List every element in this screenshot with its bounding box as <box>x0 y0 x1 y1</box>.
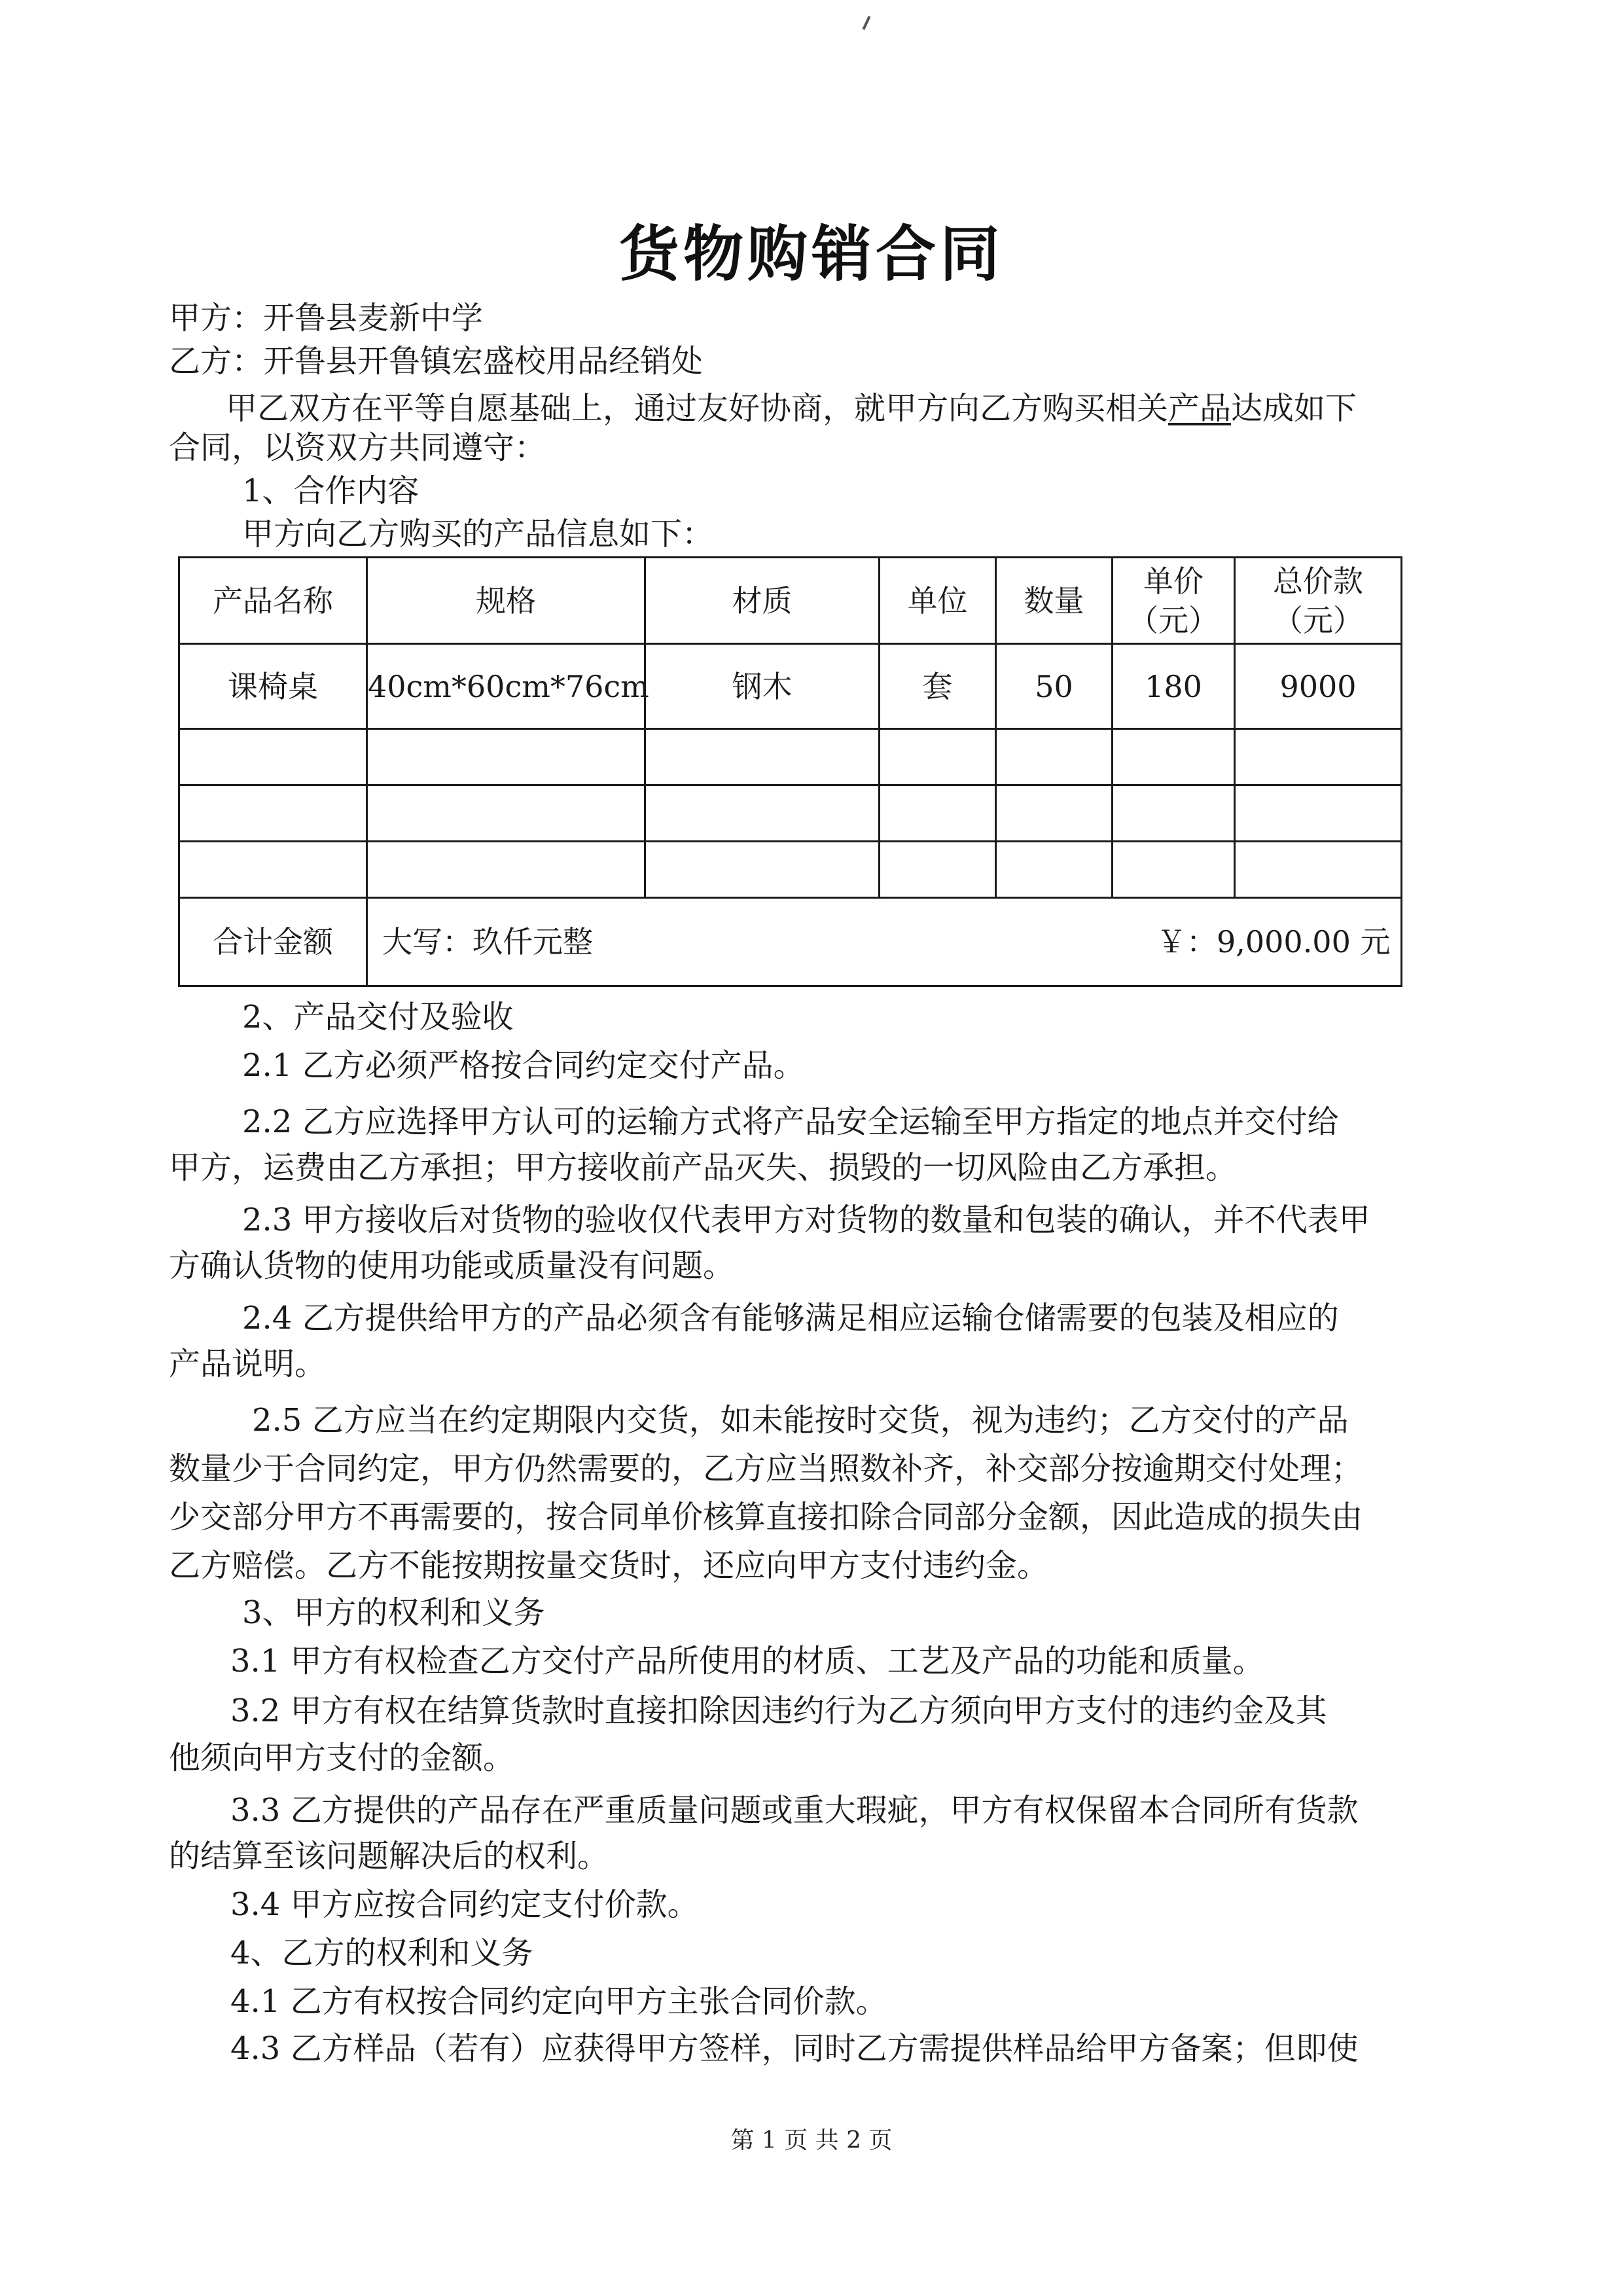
intro-text-underlined: 产品 <box>1168 390 1232 427</box>
clause-2-3-line-2: 方确认货物的使用功能或质量没有问题。 <box>169 1247 735 1284</box>
empty-cell <box>367 842 645 898</box>
clause-3-2-line-1: 3.2 甲方有权在结算货款时直接扣除因违约行为乙方须向甲方支付的违约金及其 <box>230 1693 1327 1729</box>
cell-unit: 套 <box>880 644 996 729</box>
empty-cell <box>996 729 1113 785</box>
empty-cell <box>179 785 367 842</box>
empty-cell <box>179 842 367 898</box>
section2-title: 2、产品交付及验收 <box>242 999 514 1035</box>
clause-4-1: 4.1 乙方有权按合同约定向甲方主张合同价款。 <box>230 1983 887 2020</box>
table-row-empty <box>179 729 1402 785</box>
document-title: 货物购销合同 <box>618 219 1004 289</box>
empty-cell <box>367 729 645 785</box>
clause-2-2-line-1: 2.2 乙方应选择甲方认可的运输方式将产品安全运输至甲方指定的地点并交付给 <box>242 1103 1339 1140</box>
empty-cell <box>1235 842 1402 898</box>
empty-cell <box>880 842 996 898</box>
total-amount-cell <box>367 898 1402 986</box>
header-unit-price-unit: （元） <box>1128 602 1219 638</box>
cell-quantity: 50 <box>996 644 1113 729</box>
cell-material: 钢木 <box>645 644 880 729</box>
header-unit-price-label: 单价 <box>1143 563 1204 599</box>
header-total-unit: （元） <box>1273 602 1363 638</box>
section4-title: 4、乙方的权利和义务 <box>230 1935 533 1971</box>
clause-2-2-line-2: 甲方，运费由乙方承担；甲方接收前产品灭失、损毁的一切风险由乙方承担。 <box>169 1149 1238 1186</box>
section3-title: 3、甲方的权利和义务 <box>242 1594 545 1631</box>
cell-product-name: 课椅桌 <box>179 644 367 729</box>
clause-2-1: 2.1 乙方必须严格按合同约定交付产品。 <box>242 1047 805 1084</box>
header-unit-price <box>1113 558 1235 644</box>
party-b: 乙方：开鲁县开鲁镇宏盛校用品经销处 <box>169 343 704 380</box>
clause-3-2-line-2: 他须向甲方支付的金额。 <box>169 1740 515 1776</box>
cell-spec: 40cm*60cm*76cm <box>367 644 645 729</box>
empty-cell <box>645 842 880 898</box>
clause-4-3-line-1: 4.3 乙方样品（若有）应获得甲方签样，同时乙方需提供样品给甲方备案；但即使 <box>230 2030 1359 2067</box>
empty-cell <box>645 785 880 842</box>
total-amount-upper: 大写：玖仟元整 <box>382 924 593 960</box>
empty-cell <box>996 842 1113 898</box>
page-number: 第 1 页 共 2 页 <box>730 2127 893 2154</box>
header-total-label: 总价款 <box>1273 563 1363 599</box>
table-total-row <box>179 898 1402 986</box>
header-product-name: 产品名称 <box>179 558 367 644</box>
clause-2-3-line-1: 2.3 甲方接收后对货物的验收仅代表甲方对货物的数量和包装的确认，并不代表甲 <box>242 1202 1370 1238</box>
cell-unit-price: 180 <box>1113 644 1235 729</box>
table-header-row <box>179 558 1402 644</box>
empty-cell <box>1113 729 1235 785</box>
total-amount-figure: ￥：9,000.00 元 <box>1156 924 1391 960</box>
intro-line-1 <box>226 389 1357 428</box>
header-spec: 规格 <box>367 558 645 644</box>
product-table <box>178 556 1402 987</box>
empty-cell <box>179 729 367 785</box>
intro-text-b: 达成如下 <box>1231 390 1357 427</box>
table-row <box>179 644 1402 729</box>
clause-2-5-line-3: 少交部分甲方不再需要的，按合同单价核算直接扣除合同部分金额，因此造成的损失由 <box>169 1499 1363 1535</box>
intro-text-a: 甲乙双方在平等自愿基础上，通过友好协商，就甲方向乙方购买相关 <box>226 390 1169 427</box>
table-row-empty <box>179 842 1402 898</box>
empty-cell <box>1113 785 1235 842</box>
cell-total: 9000 <box>1235 644 1402 729</box>
party-a: 甲方：开鲁县麦新中学 <box>169 300 484 336</box>
empty-cell <box>880 729 996 785</box>
empty-cell <box>1113 842 1235 898</box>
empty-cell <box>645 729 880 785</box>
clause-2-4-line-2: 产品说明。 <box>169 1346 327 1382</box>
clause-3-3-line-1: 3.3 乙方提供的产品存在严重质量问题或重大瑕疵，甲方有权保留本合同所有货款 <box>230 1792 1359 1829</box>
clause-3-4: 3.4 甲方应按合同约定支付价款。 <box>230 1886 699 1923</box>
clause-3-1: 3.1 甲方有权检查乙方交付产品所使用的材质、工艺及产品的功能和质量。 <box>230 1643 1264 1679</box>
table-row-empty <box>179 785 1402 842</box>
scan-speck <box>863 16 871 30</box>
empty-cell <box>880 785 996 842</box>
header-material: 材质 <box>645 558 880 644</box>
header-quantity: 数量 <box>996 558 1113 644</box>
clause-3-3-line-2: 的结算至该问题解决后的权利。 <box>169 1838 609 1874</box>
empty-cell <box>1235 729 1402 785</box>
clause-2-5-line-2: 数量少于合同约定，甲方仍然需要的，乙方应当照数补齐，补交部分按逾期交付处理； <box>169 1450 1363 1487</box>
header-total <box>1235 558 1402 644</box>
intro-line-2: 合同，以资双方共同遵守： <box>169 429 546 466</box>
header-unit: 单位 <box>880 558 996 644</box>
section1-text: 甲方向乙方购买的产品信息如下： <box>242 516 714 552</box>
clause-2-4-line-1: 2.4 乙方提供给甲方的产品必须含有能够满足相应运输仓储需要的包装及相应的 <box>242 1300 1339 1336</box>
clause-2-5-line-1: 2.5 乙方应当在约定期限内交货，如未能按时交货，视为违约；乙方交付的产品 <box>252 1402 1349 1439</box>
empty-cell <box>367 785 645 842</box>
clause-2-5-line-4: 乙方赔偿。乙方不能按期按量交货时，还应向甲方支付违约金。 <box>169 1547 1049 1584</box>
empty-cell <box>996 785 1113 842</box>
section1-title: 1、合作内容 <box>242 473 419 509</box>
total-label: 合计金额 <box>179 898 367 986</box>
empty-cell <box>1235 785 1402 842</box>
